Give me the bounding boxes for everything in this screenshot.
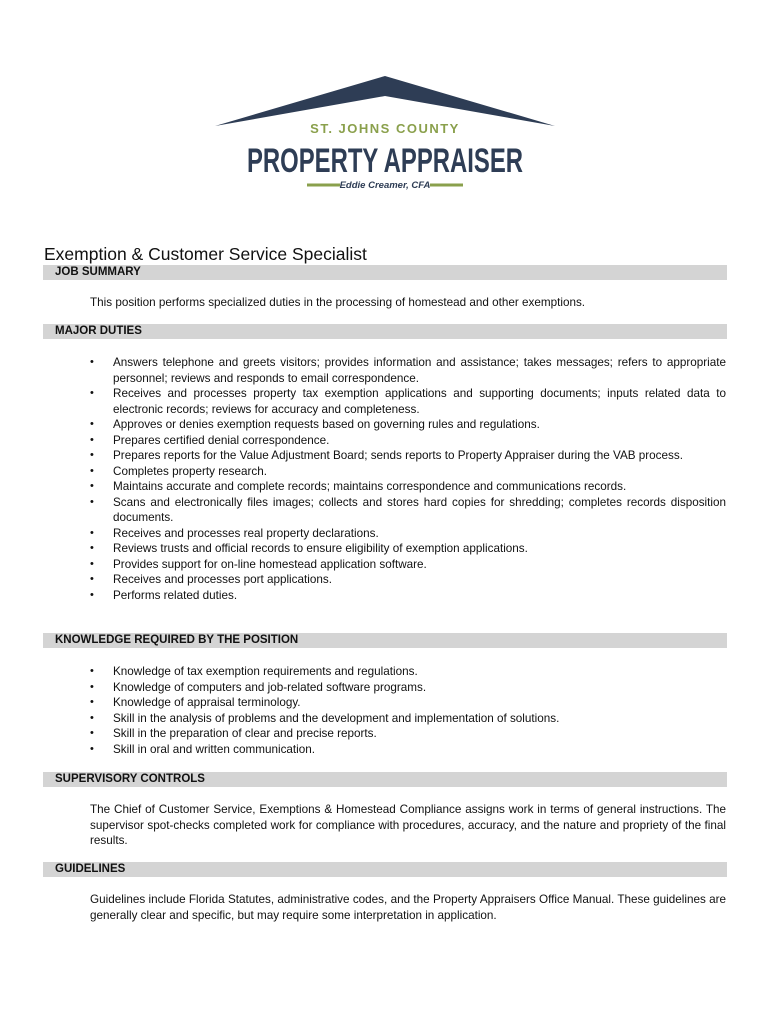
bullet-icon: • — [90, 449, 94, 461]
bullet-icon: • — [90, 418, 94, 430]
list-item — [86, 479, 726, 495]
bullet-icon: • — [90, 727, 94, 739]
list-item — [86, 695, 726, 711]
list-item — [86, 588, 726, 604]
duty-text: Provides support for on-line homestead application software. — [113, 557, 427, 571]
list-item — [86, 572, 726, 588]
bullet-icon: • — [90, 464, 94, 477]
supervisory-controls-text: The Chief of Customer Service, Exemptions & Homestead Compliance assigns work in terms of general instructions. The supervisor spot-checks completed work for compliance with procedures, accuracy, and the nature and propriety of the final results. — [90, 803, 726, 847]
logo-county-text: ST. JOHNS COUNTY — [310, 121, 460, 136]
list-item — [86, 742, 726, 758]
duty-text: Prepares certified denial correspondence. — [113, 433, 330, 447]
page-title: Exemption & Customer Service Specialist — [44, 244, 367, 264]
bullet-icon: • — [90, 742, 94, 755]
list-item — [86, 711, 726, 727]
knowledge-text: Skill in the analysis of problems and the development and implementation of solutions. — [113, 711, 560, 725]
logo-person-text: Eddie Creamer, CFA — [339, 180, 431, 191]
duty-text: Reviews trusts and official records to ensure eligibility of exemption applications. — [113, 542, 528, 555]
section-heading: JOB SUMMARY — [55, 266, 141, 278]
bullet-icon: • — [90, 557, 94, 570]
knowledge-text: Knowledge of tax exemption requirements and regulations. — [113, 665, 418, 678]
list-item — [86, 495, 726, 526]
duty-text: Receives and processes port applications. — [113, 573, 332, 586]
job-summary-text: This position performs specialized duties in the processing of homestead and other exemptions. — [90, 296, 586, 309]
bullet-icon: • — [90, 480, 94, 492]
knowledge-text: Knowledge of computers and job-related software programs. — [113, 680, 427, 694]
roof-logo-shape — [215, 76, 555, 126]
duty-text: Completes property research. — [113, 464, 267, 478]
section-header-guidelines — [43, 862, 727, 877]
section-header-major-duties — [43, 324, 727, 339]
bullet-icon: • — [90, 387, 94, 399]
list-item — [86, 526, 726, 542]
section-header-job-summary — [43, 265, 727, 280]
list-item — [86, 386, 726, 417]
duty-text: Prepares reports for the Value Adjustment Board; sends reports to Property Appraiser during the VAB process. — [113, 449, 683, 462]
list-item — [86, 464, 726, 480]
property-appraiser-logo — [215, 74, 555, 194]
list-item — [86, 557, 726, 573]
bullet-icon: • — [90, 526, 94, 539]
bullet-icon: • — [90, 711, 94, 724]
list-item — [86, 664, 726, 680]
knowledge-text: Skill in oral and written communication. — [113, 742, 316, 756]
knowledge-list — [86, 664, 726, 757]
duty-text: Receives and processes real property declarations. — [113, 526, 379, 540]
list-item — [86, 726, 726, 742]
section-heading: KNOWLEDGE REQUIRED BY THE POSITION — [55, 634, 299, 646]
section-heading: SUPERVISORY CONTROLS — [55, 773, 205, 785]
bullet-icon: • — [90, 696, 94, 708]
bullet-icon: • — [90, 433, 94, 446]
list-item — [86, 448, 726, 464]
list-item — [86, 680, 726, 696]
section-heading: GUIDELINES — [55, 863, 126, 875]
bullet-icon: • — [90, 680, 94, 693]
knowledge-text: Knowledge of appraisal terminology. — [113, 696, 301, 709]
list-item — [86, 355, 726, 386]
bullet-icon: • — [90, 665, 94, 677]
duty-text: Maintains accurate and complete records; maintains correspondence and communications records. — [113, 480, 627, 493]
logo-office-text: PROPERTY APPRAISER — [247, 142, 523, 180]
major-duties-list — [86, 355, 726, 603]
list-item — [86, 541, 726, 557]
bullet-icon: • — [90, 542, 94, 554]
bullet-icon: • — [90, 495, 94, 508]
section-header-knowledge — [43, 633, 727, 648]
list-item — [86, 417, 726, 433]
duty-text: Scans and electronically files images; collects and stores hard copies for shredding; completes records disposition documents. — [113, 495, 726, 524]
knowledge-text: Skill in the preparation of clear and precise reports. — [113, 727, 377, 740]
bullet-icon: • — [90, 356, 94, 368]
bullet-icon: • — [90, 588, 94, 601]
guidelines-text: Guidelines include Florida Statutes, administrative codes, and the Property Appraisers Office Manual. These guidelines are generally clear and specific, but may require some interpretation in application. — [90, 893, 726, 922]
bullet-icon: • — [90, 573, 94, 585]
list-item — [86, 433, 726, 449]
duty-text: Approves or denies exemption requests based on governing rules and regulations. — [113, 418, 540, 431]
duty-text: Receives and processes property tax exemption applications and supporting documents; inputs related data to electronic records; reviews for accuracy and completeness. — [113, 387, 726, 416]
duty-text: Answers telephone and greets visitors; provides information and assistance; takes messages; refers to appropriate personnel; reviews and responds to email correspondence. — [113, 356, 726, 385]
duty-text: Performs related duties. — [113, 588, 238, 602]
section-header-supervisory-controls — [43, 772, 727, 787]
section-heading: MAJOR DUTIES — [55, 325, 142, 337]
